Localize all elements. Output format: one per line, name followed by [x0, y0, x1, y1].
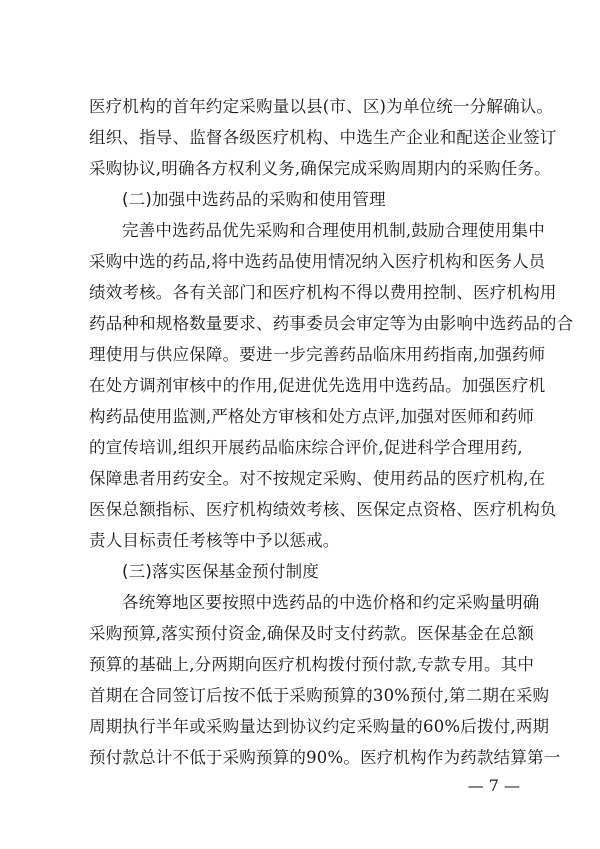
- body-line: 绩效考核。各有关部门和医疗机构不得以费用控制、医疗机构用: [89, 283, 557, 302]
- body-line: 构药品使用监测,严格处方审核和处方点评,加强对医师和药师: [89, 407, 535, 426]
- body-line: 各统筹地区要按照中选药品的中选价格和约定采购量明确: [122, 593, 540, 612]
- body-line: 首期在合同签订后按不低于采购预算的30%预付,第二期在采购: [89, 686, 550, 705]
- body-line: 的宣传培训,组织开展药品临床综合评价,促进科学合理用药,: [89, 438, 523, 457]
- body-line: 采购预算,落实预付资金,确保及时支付药款。医保基金在总额: [89, 624, 535, 643]
- body-line: 医疗机构的首年约定采购量以县(市、区)为单位统一分解确认。: [89, 97, 554, 116]
- body-line: 保障患者用药安全。对不按规定采购、使用药品的医疗机构,在: [89, 469, 546, 488]
- body-line: 理使用与供应保障。要进一步完善药品临床用药指南,加强药师: [89, 345, 546, 364]
- body-line: 周期执行半年或采购量达到协议约定采购量的60%后拨付,两期: [89, 717, 550, 736]
- body-line: 药品种和规格数量要求、药事委员会审定等为由影响中选药品的合: [89, 314, 574, 333]
- body-line: 在处方调剂审核中的作用,促进优先选用中选药品。加强医疗机: [89, 376, 546, 395]
- body-line: 采购协议,明确各方权利义务,确保完成采购周期内的采购任务。: [89, 159, 551, 178]
- body-line: 责人目标责任考核等中予以惩戒。: [89, 531, 340, 550]
- body-line: 预付款总计不低于采购预算的90%。医疗机构作为药款结算第一: [89, 748, 561, 767]
- body-line: 采购中选的药品,将中选药品使用情况纳入医疗机构和医务人员: [89, 252, 546, 271]
- body-line: 预算的基础上,分两期向医疗机构拨付预付款,专款专用。其中: [89, 655, 535, 674]
- section-heading-3: (三)落实医保基金预付制度: [122, 562, 319, 581]
- body-line: 医保总额指标、医疗机构绩效考核、医保定点资格、医疗机构负: [89, 500, 557, 519]
- page-number: — 7 —: [467, 776, 520, 795]
- section-heading-2: (二)加强中选药品的采购和使用管理: [122, 190, 386, 209]
- body-line: 组织、指导、监督各级医疗机构、中选生产企业和配送企业签订: [89, 128, 557, 147]
- body-line: 完善中选药品优先采购和合理使用机制,鼓励合理使用集中: [122, 221, 545, 240]
